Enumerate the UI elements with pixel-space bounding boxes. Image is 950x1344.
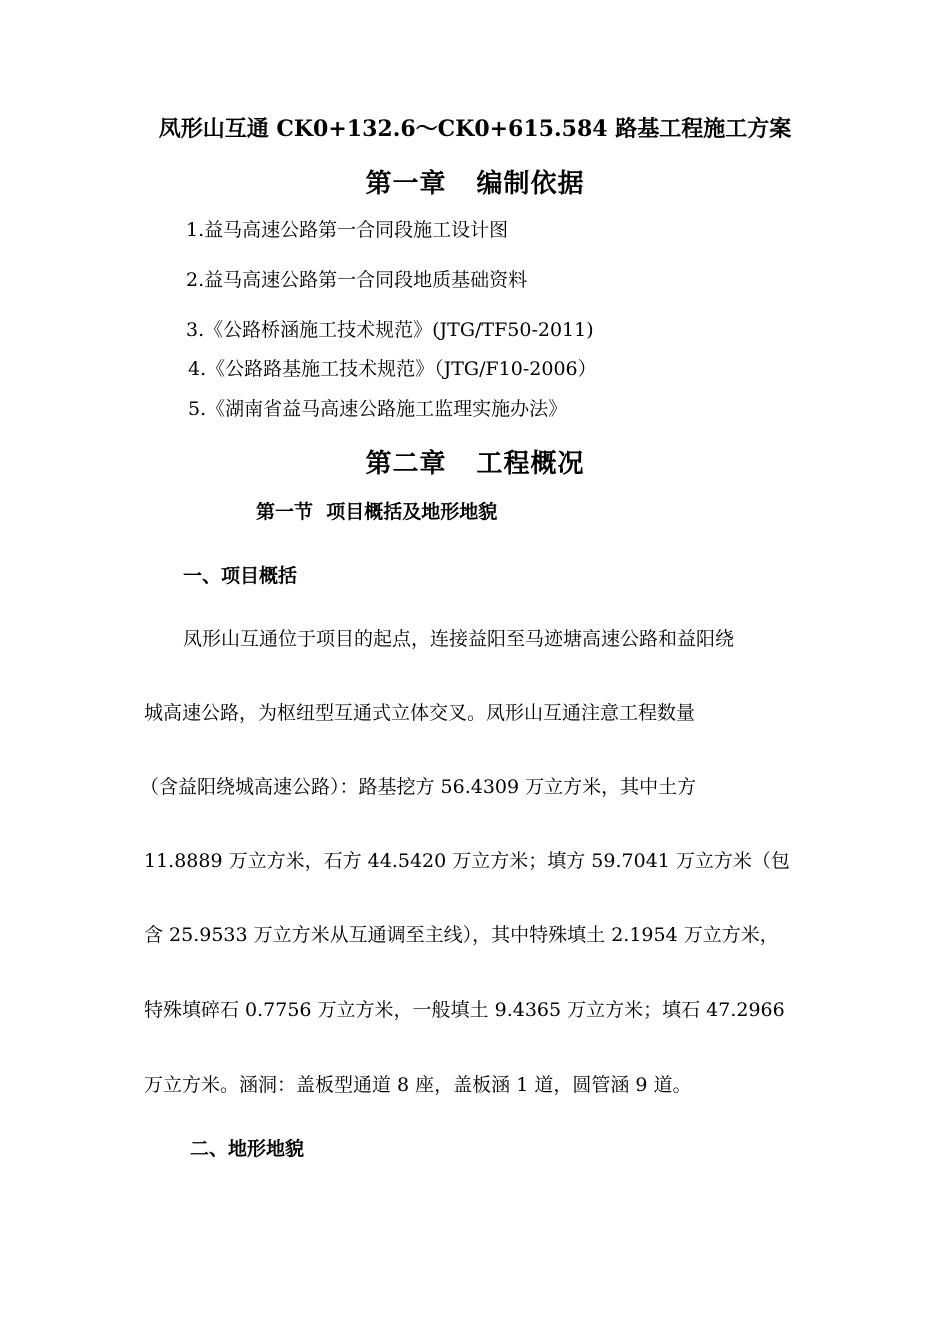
reference-item-2: 2.益马高速公路第一合同段地质基础资料 [186, 269, 528, 291]
reference-item-1: 1.益马高速公路第一合同段施工设计图 [186, 219, 509, 241]
paragraph-line-2: 城高速公路，为枢纽型互通式立体交叉。凤形山互通注意工程数量 [144, 702, 696, 724]
section-1-title: 第一节 项目概括及地形地貌 [256, 501, 498, 523]
subheading-terrain: 二、地形地貌 [190, 1138, 305, 1160]
document-title: 凤形山互通 CK0+132.6～CK0+615.584 路基工程施工方案 [158, 116, 792, 142]
reference-item-5: 5.《湖南省益马高速公路施工监理实施办法》 [188, 398, 568, 420]
chapter-1-number: 第一章 [365, 169, 447, 199]
subheading-project-overview: 一、项目概括 [183, 565, 298, 587]
paragraph-line-6: 特殊填碎石 0.7756 万立方米，一般填土 9.4365 万立方米；填石 47.2966 [144, 999, 785, 1021]
chapter-2-number: 第二章 [365, 449, 447, 479]
chapter-1-name: 编制依据 [476, 169, 585, 199]
paragraph-line-3: （含益阳绕城高速公路）：路基挖方 56.4309 万立方米，其中土方 [140, 776, 697, 798]
paragraph-line-5: 含 25.9533 万立方米从互通调至主线），其中特殊填土 2.1954 万立方米， [144, 924, 779, 946]
chapter-1-heading [0, 171, 950, 197]
reference-item-4: 4.《公路路基施工技术规范》（JTG/F10-2006） [188, 358, 597, 380]
paragraph-line-1: 凤形山互通位于项目的起点，连接益阳至马迹塘高速公路和益阳绕 [183, 628, 735, 650]
chapter-2-heading [0, 451, 950, 477]
paragraph-line-7: 万立方米。涵洞：盖板型通道 8 座，盖板涵 1 道，圆管涵 9 道。 [144, 1074, 692, 1096]
paragraph-line-4: 11.8889 万立方米，石方 44.5420 万立方米；填方 59.7041 万立方米（包 [144, 850, 790, 872]
chapter-2-name: 工程概况 [476, 449, 585, 479]
reference-item-3: 3.《公路桥涵施工技术规范》(JTG/TF50-2011) [186, 319, 594, 341]
